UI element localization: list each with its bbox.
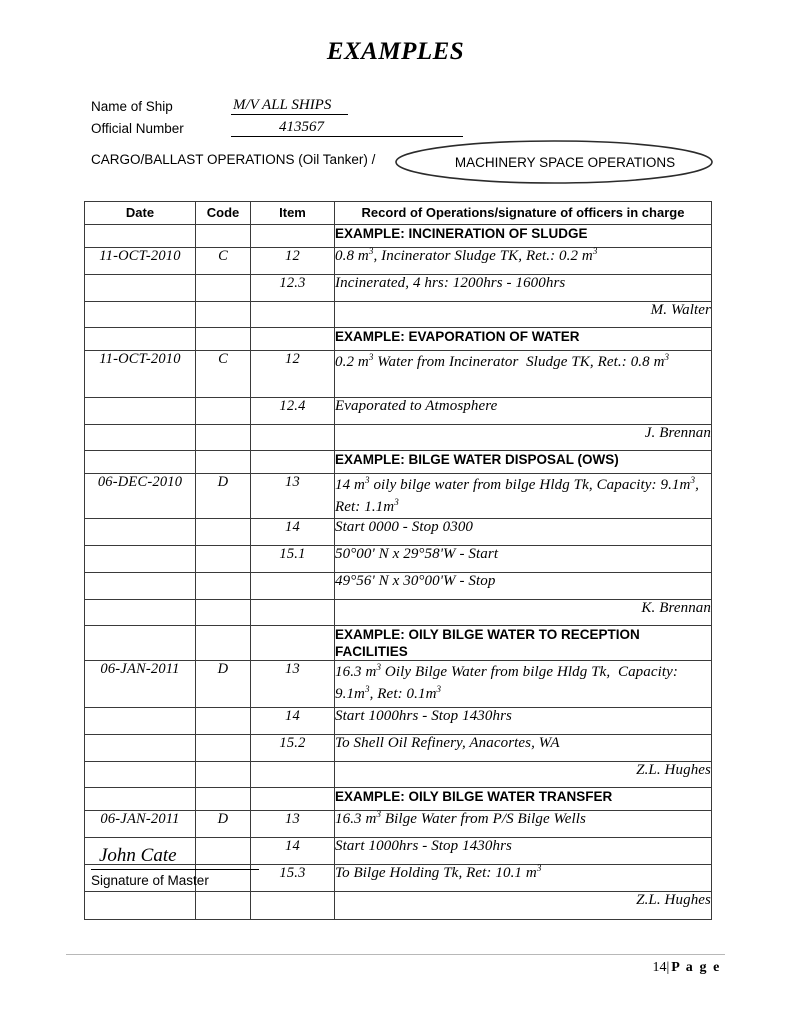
column-header-record: Record of Operations/signature of officers in charge bbox=[335, 202, 712, 225]
column-header-code: Code bbox=[196, 202, 251, 225]
cell-item bbox=[251, 788, 335, 811]
table-row bbox=[85, 892, 712, 920]
cell-date: 11-OCT-2010 bbox=[85, 248, 196, 275]
footer-divider bbox=[66, 954, 725, 955]
cell-date bbox=[85, 398, 196, 425]
cell-code bbox=[196, 573, 251, 600]
official-number-value[interactable]: 413567 bbox=[231, 119, 463, 137]
cell-item: 15.3 bbox=[251, 865, 335, 892]
master-signature-block bbox=[91, 845, 259, 888]
cell-record: To Shell Oil Refinery, Anacortes, WA bbox=[335, 735, 712, 762]
cell-item bbox=[251, 762, 335, 788]
cell-date bbox=[85, 788, 196, 811]
table-row bbox=[85, 600, 712, 626]
cell-code: C bbox=[196, 248, 251, 275]
cell-date bbox=[85, 302, 196, 328]
cell-code bbox=[196, 735, 251, 762]
cell-record: Evaporated to Atmosphere bbox=[335, 398, 712, 425]
cell-record: 49°56' N x 30°00'W - Stop bbox=[335, 573, 712, 600]
cell-item: 15.1 bbox=[251, 546, 335, 573]
table-row bbox=[85, 811, 712, 838]
cell-item: 12.4 bbox=[251, 398, 335, 425]
cell-date bbox=[85, 573, 196, 600]
cell-item: 14 bbox=[251, 708, 335, 735]
cell-record: 16.3 $m^3$ Bilge Water from P/S Bilge Wells bbox=[335, 811, 712, 838]
cell-code bbox=[196, 892, 251, 920]
master-signature-value[interactable]: John Cate bbox=[91, 845, 259, 870]
cell-item: 14 bbox=[251, 838, 335, 865]
cell-date bbox=[85, 425, 196, 451]
cell-date bbox=[85, 600, 196, 626]
footer-separator: | bbox=[666, 960, 672, 975]
cell-record-signature: Z.L. Hughes bbox=[335, 892, 712, 920]
cell-item: 12.3 bbox=[251, 275, 335, 302]
table-row bbox=[85, 519, 712, 546]
cell-record-signature: J. Brennan bbox=[335, 425, 712, 451]
table-row bbox=[85, 275, 712, 302]
cell-item: 12 bbox=[251, 248, 335, 275]
table-row bbox=[85, 398, 712, 425]
cell-item bbox=[251, 892, 335, 920]
circled-operation-annotation bbox=[394, 139, 714, 185]
table-row bbox=[85, 451, 712, 474]
ship-meta-block bbox=[91, 96, 711, 137]
cell-date bbox=[85, 546, 196, 573]
cell-record: Start 1000hrs - Stop 1430hrs bbox=[335, 838, 712, 865]
cell-record-signature: K. Brennan bbox=[335, 600, 712, 626]
footer-page-number bbox=[652, 960, 721, 976]
cell-item bbox=[251, 328, 335, 351]
table-row bbox=[85, 302, 712, 328]
cell-item: 12 bbox=[251, 351, 335, 398]
cell-date bbox=[85, 519, 196, 546]
table-row bbox=[85, 474, 712, 519]
cell-record-section-title: EXAMPLE: INCINERATION OF SLUDGE bbox=[335, 225, 712, 248]
cell-code bbox=[196, 626, 251, 661]
cell-item: 15.2 bbox=[251, 735, 335, 762]
official-number-label: Official Number bbox=[91, 121, 184, 136]
cell-code bbox=[196, 600, 251, 626]
table-row bbox=[85, 351, 712, 398]
table-row bbox=[85, 661, 712, 708]
page-title: EXAMPLES bbox=[326, 38, 465, 65]
cell-code bbox=[196, 275, 251, 302]
cell-item bbox=[251, 626, 335, 661]
cell-code bbox=[196, 225, 251, 248]
cell-code bbox=[196, 425, 251, 451]
cell-code bbox=[196, 546, 251, 573]
cell-item bbox=[251, 451, 335, 474]
table-row bbox=[85, 328, 712, 351]
cell-record: Start 1000hrs - Stop 1430hrs bbox=[335, 708, 712, 735]
cell-item: 13 bbox=[251, 474, 335, 519]
cell-date bbox=[85, 892, 196, 920]
cell-code bbox=[196, 788, 251, 811]
cell-record-section-title: EXAMPLE: OILY BILGE WATER TO RECEPTION FACILITIES bbox=[335, 626, 712, 661]
cell-record: 0.2 $m^3$ Water from Incinerator Sludge TK, Ret.: 0.8 $m^3$ bbox=[335, 351, 712, 398]
table-row bbox=[85, 546, 712, 573]
cell-record-section-title: EXAMPLE: OILY BILGE WATER TRANSFER bbox=[335, 788, 712, 811]
footer-page-num-value: 14 bbox=[652, 960, 667, 975]
table-header-row bbox=[85, 202, 712, 225]
cell-item bbox=[251, 225, 335, 248]
cell-record: 50°00' N x 29°58'W - Start bbox=[335, 546, 712, 573]
table-row bbox=[85, 788, 712, 811]
table-row bbox=[85, 573, 712, 600]
ship-name-row bbox=[91, 96, 711, 115]
cell-code bbox=[196, 398, 251, 425]
cell-item: 13 bbox=[251, 661, 335, 708]
ship-name-label: Name of Ship bbox=[91, 99, 173, 114]
cell-code bbox=[196, 451, 251, 474]
table-row bbox=[85, 735, 712, 762]
cell-date bbox=[85, 275, 196, 302]
table-row bbox=[85, 248, 712, 275]
table-row bbox=[85, 425, 712, 451]
cell-date bbox=[85, 735, 196, 762]
cell-record-section-title: EXAMPLE: EVAPORATION OF WATER bbox=[335, 328, 712, 351]
cell-date bbox=[85, 451, 196, 474]
cell-item: 13 bbox=[251, 811, 335, 838]
table-row bbox=[85, 626, 712, 661]
cell-record-section-title: EXAMPLE: BILGE WATER DISPOSAL (OWS) bbox=[335, 451, 712, 474]
cell-record: 14 $m^3$ oily bilge water from bilge Hldg Tk, Capacity: $9.1m^3$, Ret: $1.1m^3$ bbox=[335, 474, 712, 519]
cell-code bbox=[196, 708, 251, 735]
cell-record-signature: Z.L. Hughes bbox=[335, 762, 712, 788]
official-number-row bbox=[91, 118, 711, 137]
cell-date: 06-DEC-2010 bbox=[85, 474, 196, 519]
cell-date bbox=[85, 762, 196, 788]
cell-date bbox=[85, 626, 196, 661]
circled-operation-label: MACHINERY SPACE OPERATIONS bbox=[454, 154, 676, 170]
table-row bbox=[85, 762, 712, 788]
cell-code bbox=[196, 302, 251, 328]
cell-code: D bbox=[196, 661, 251, 708]
cell-code bbox=[196, 762, 251, 788]
cell-date: 06-JAN-2011 bbox=[85, 661, 196, 708]
cell-date bbox=[85, 328, 196, 351]
cell-record: 0.8 $m^3$, Incinerator Sludge TK, Ret.: 0.2 $m^3$ bbox=[335, 248, 712, 275]
master-signature-caption: Signature of Master bbox=[91, 873, 209, 888]
cell-record: To Bilge Holding Tk, Ret: 10.1 $m^3$ bbox=[335, 865, 712, 892]
cell-code: C bbox=[196, 351, 251, 398]
cell-record: 16.3 $m^3$ Oily Bilge Water from bilge Hldg Tk, Capacity: $9.1m^3$, Ret: $0.1m^3$ bbox=[335, 661, 712, 708]
cell-code bbox=[196, 328, 251, 351]
cell-date: 11-OCT-2010 bbox=[85, 351, 196, 398]
cell-code bbox=[196, 519, 251, 546]
table-row bbox=[85, 225, 712, 248]
cell-item: 14 bbox=[251, 519, 335, 546]
cell-date: 06-JAN-2011 bbox=[85, 811, 196, 838]
ship-name-value[interactable]: M/V ALL SHIPS bbox=[231, 97, 348, 115]
cell-code: D bbox=[196, 811, 251, 838]
cell-record: Incinerated, 4 hrs: 1200hrs - 1600hrs bbox=[335, 275, 712, 302]
table-row bbox=[85, 708, 712, 735]
footer-page-word: P a g e bbox=[671, 960, 721, 975]
cell-code: D bbox=[196, 474, 251, 519]
cell-date bbox=[85, 225, 196, 248]
cell-item bbox=[251, 600, 335, 626]
operations-type-line: CARGO/BALLAST OPERATIONS (Oil Tanker) / bbox=[91, 152, 376, 167]
cell-record-signature: M. Walter bbox=[335, 302, 712, 328]
oil-record-book-table bbox=[84, 201, 712, 920]
column-header-date: Date bbox=[85, 202, 196, 225]
cell-item bbox=[251, 573, 335, 600]
cell-item bbox=[251, 425, 335, 451]
cell-date bbox=[85, 708, 196, 735]
cell-record: Start 0000 - Stop 0300 bbox=[335, 519, 712, 546]
cell-item bbox=[251, 302, 335, 328]
column-header-item: Item bbox=[251, 202, 335, 225]
